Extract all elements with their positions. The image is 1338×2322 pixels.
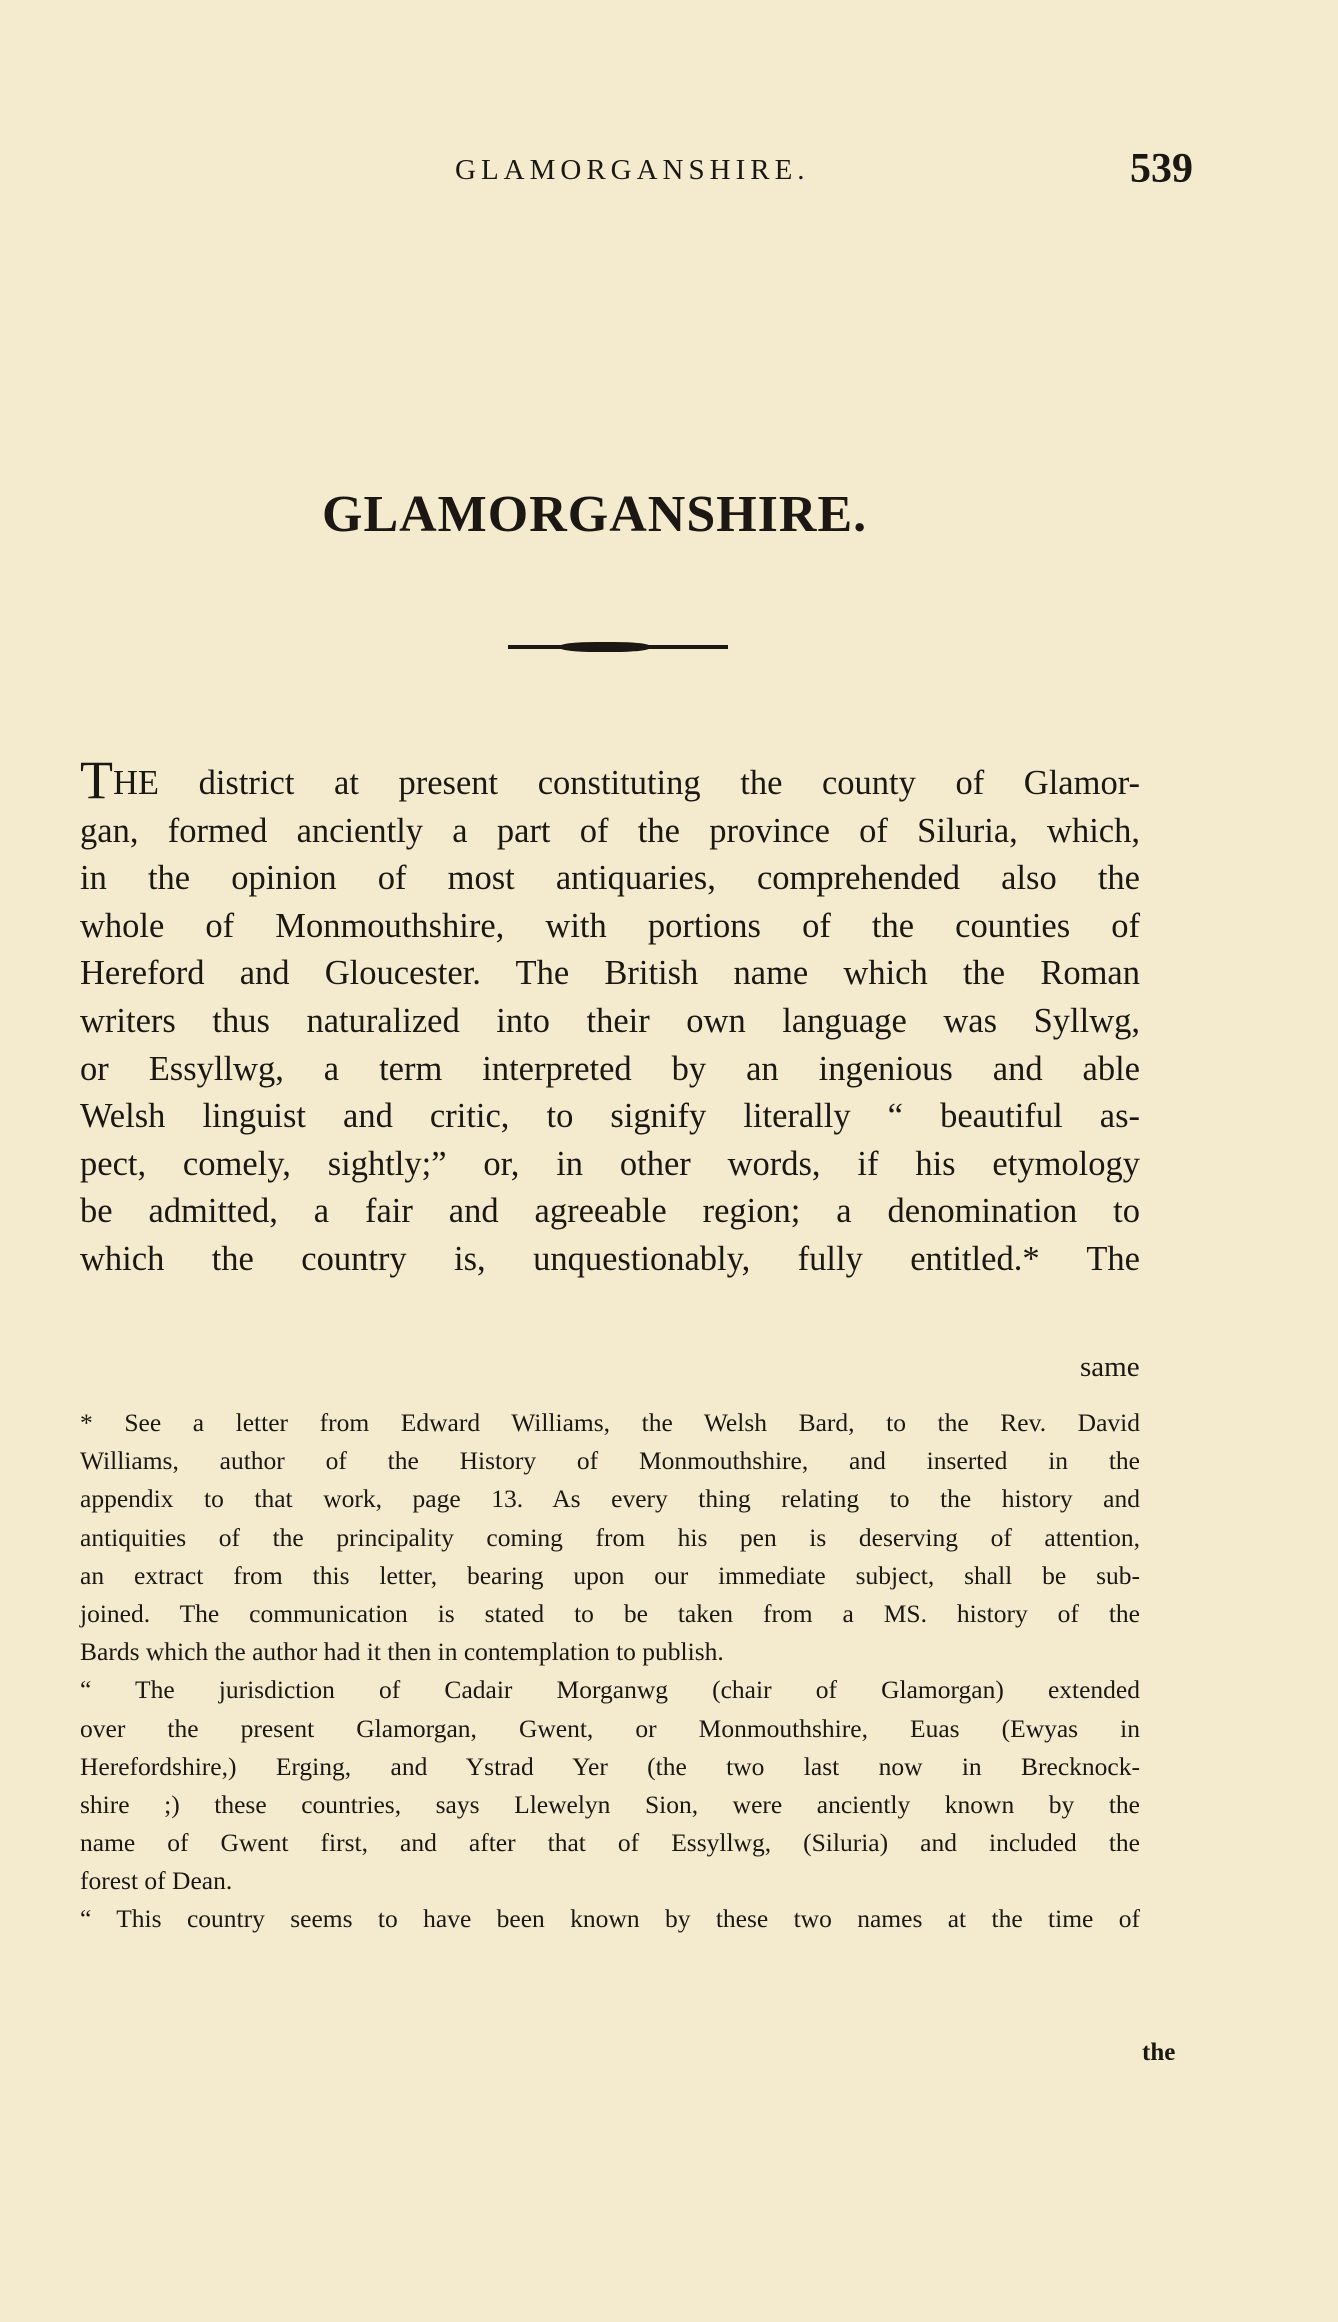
- body-line: which the country is, unquestionably, fully entitled.* The: [80, 1239, 1140, 1278]
- footnote-catchword: the: [1142, 2039, 1176, 2066]
- body-line: [80, 750, 1140, 810]
- footnote-line: forest of Dean.: [80, 1866, 233, 1896]
- footnote-line: “ The jurisdiction of Cadair Morganwg (chair of Glamorgan) extended: [80, 1675, 1140, 1705]
- body-line: whole of Monmouthshire, with portions of the counties of: [80, 906, 1140, 945]
- body-paragraph: [80, 750, 1140, 1284]
- body-line: gan, formed anciently a part of the province of Siluria, which,: [80, 811, 1140, 850]
- footnote-line: antiquities of the principality coming from his pen is deserving of attention,: [80, 1522, 1140, 1552]
- footnote-line: name of Gwent first, and after that of Essyllwg, (Siluria) and included the: [80, 1828, 1140, 1858]
- title-rule-ornament: [560, 642, 650, 652]
- footnote-line: over the present Glamorgan, Gwent, or Monmouthshire, Euas (Ewyas in: [80, 1713, 1140, 1743]
- footnote-line: Williams, author of the History of Monmouthshire, and inserted in the: [80, 1446, 1140, 1476]
- body-line: be admitted, a fair and agreeable region; a denomination to: [80, 1192, 1140, 1231]
- body-line: Hereford and Gloucester. The British name which the Roman: [80, 954, 1140, 993]
- body-line: Welsh linguist and critic, to signify literally “ beautiful as-: [80, 1097, 1140, 1136]
- body-catchword: same: [1080, 1351, 1140, 1383]
- footnote-line: * See a letter from Edward Williams, the Welsh Bard, to the Rev. David: [80, 1408, 1140, 1437]
- body-line: or Essyllwg, a term interpreted by an ingenious and able: [80, 1049, 1140, 1088]
- footnote-line: Herefordshire,) Erging, and Ystrad Yer (the two last now in Brecknock-: [80, 1751, 1140, 1781]
- footnote-line: an extract from this letter, bearing upon our immediate subject, shall be sub-: [80, 1560, 1140, 1590]
- chapter-title: GLAMORGANSHIRE.: [322, 486, 868, 543]
- footnote-block: [80, 1404, 1140, 1939]
- footnote-line: joined. The communication is stated to be taken from a MS. history of the: [80, 1598, 1140, 1628]
- body-line-text: HE district at present constituting the county of Glamor-: [113, 764, 1140, 802]
- drop-cap: T: [80, 750, 113, 810]
- footnote-line: “ This country seems to have been known by these two names at the time of: [80, 1904, 1140, 1934]
- body-line: pect, comely, sightly;” or, in other words, if his etymology: [80, 1144, 1140, 1183]
- page-number: 539: [1130, 146, 1193, 192]
- footnote-line: Bards which the author had it then in contemplation to publish.: [80, 1637, 724, 1667]
- body-line: writers thus naturalized into their own language was Syllwg,: [80, 1001, 1140, 1040]
- body-line: in the opinion of most antiquaries, comprehended also the: [80, 859, 1140, 898]
- footnote-line: appendix to that work, page 13. As every thing relating to the history and: [80, 1484, 1140, 1514]
- running-head: GLAMORGANSHIRE.: [455, 154, 810, 186]
- footnote-line: shire ;) these countries, says Llewelyn Sion, were anciently known by the: [80, 1789, 1140, 1819]
